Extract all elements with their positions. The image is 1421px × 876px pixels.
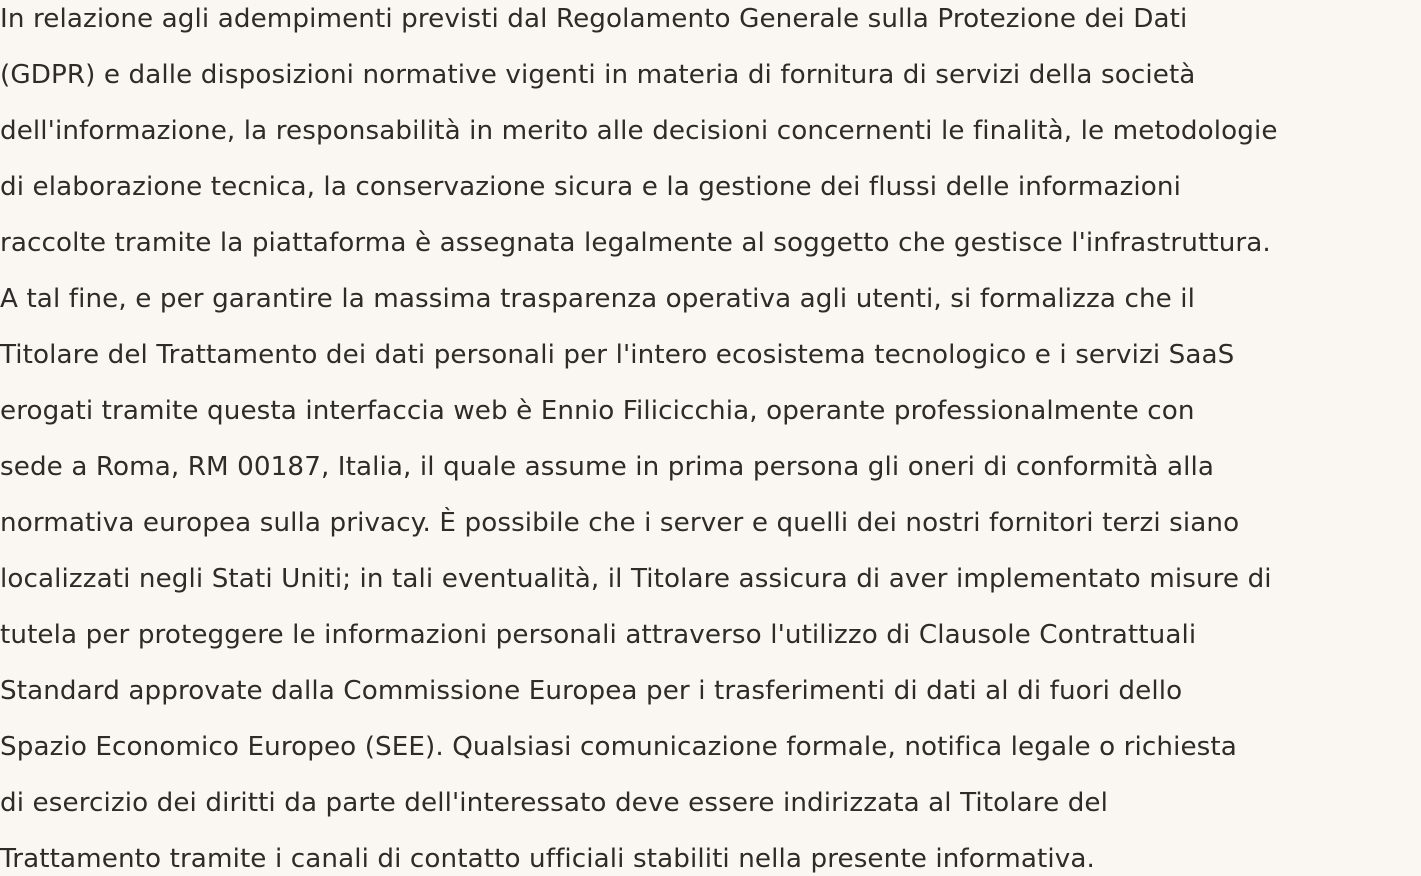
paragraph-line: tutela per proteggere le informazioni personali attraverso l'utilizzo di Clausole Contrattuali — [0, 620, 1197, 650]
paragraph-line: di esercizio dei diritti da parte dell'interessato deve essere indirizzata al Titolare del — [0, 788, 1109, 818]
paragraph-line: In relazione agli adempimenti previsti dal Regolamento Generale sulla Protezione dei Dati — [0, 4, 1188, 34]
paragraph-line: (GDPR) e dalle disposizioni normative vigenti in materia di fornitura di servizi della società — [0, 60, 1196, 90]
paragraph-line: sede a Roma, RM 00187, Italia, il quale assume in prima persona gli oneri di conformità alla — [0, 452, 1215, 482]
paragraph-line: di elaborazione tecnica, la conservazione sicura e la gestione dei flussi delle informazioni — [0, 172, 1181, 202]
paragraph-line: normativa europea sulla privacy. È possibile che i server e quelli dei nostri fornitori terzi siano — [0, 508, 1240, 538]
paragraph-line: erogati tramite questa interfaccia web è Ennio Filicicchia, operante professionalmente con — [0, 396, 1195, 426]
paragraph-line: dell'informazione, la responsabilità in merito alle decisioni concernenti le finalità, le metodologie — [0, 116, 1278, 146]
paragraph-line: localizzati negli Stati Uniti; in tali eventualità, il Titolare assicura di aver implementato misure di — [0, 564, 1272, 594]
paragraph-line: Titolare del Trattamento dei dati personali per l'intero ecosistema tecnologico e i servizi SaaS — [0, 340, 1235, 370]
paragraph-line: raccolte tramite la piattaforma è assegnata legalmente al soggetto che gestisce l'infrastruttura. — [0, 228, 1271, 258]
paragraph-line: Standard approvate dalla Commissione Europea per i trasferimenti di dati al di fuori dello — [0, 676, 1183, 706]
paragraph-line: Trattamento tramite i canali di contatto ufficiali stabiliti nella presente informativa. — [0, 844, 1095, 874]
paragraph-line: A tal fine, e per garantire la massima trasparenza operativa agli utenti, si formalizza che il — [0, 284, 1196, 314]
paragraph-line: Spazio Economico Europeo (SEE). Qualsiasi comunicazione formale, notifica legale o richiesta — [0, 732, 1237, 762]
